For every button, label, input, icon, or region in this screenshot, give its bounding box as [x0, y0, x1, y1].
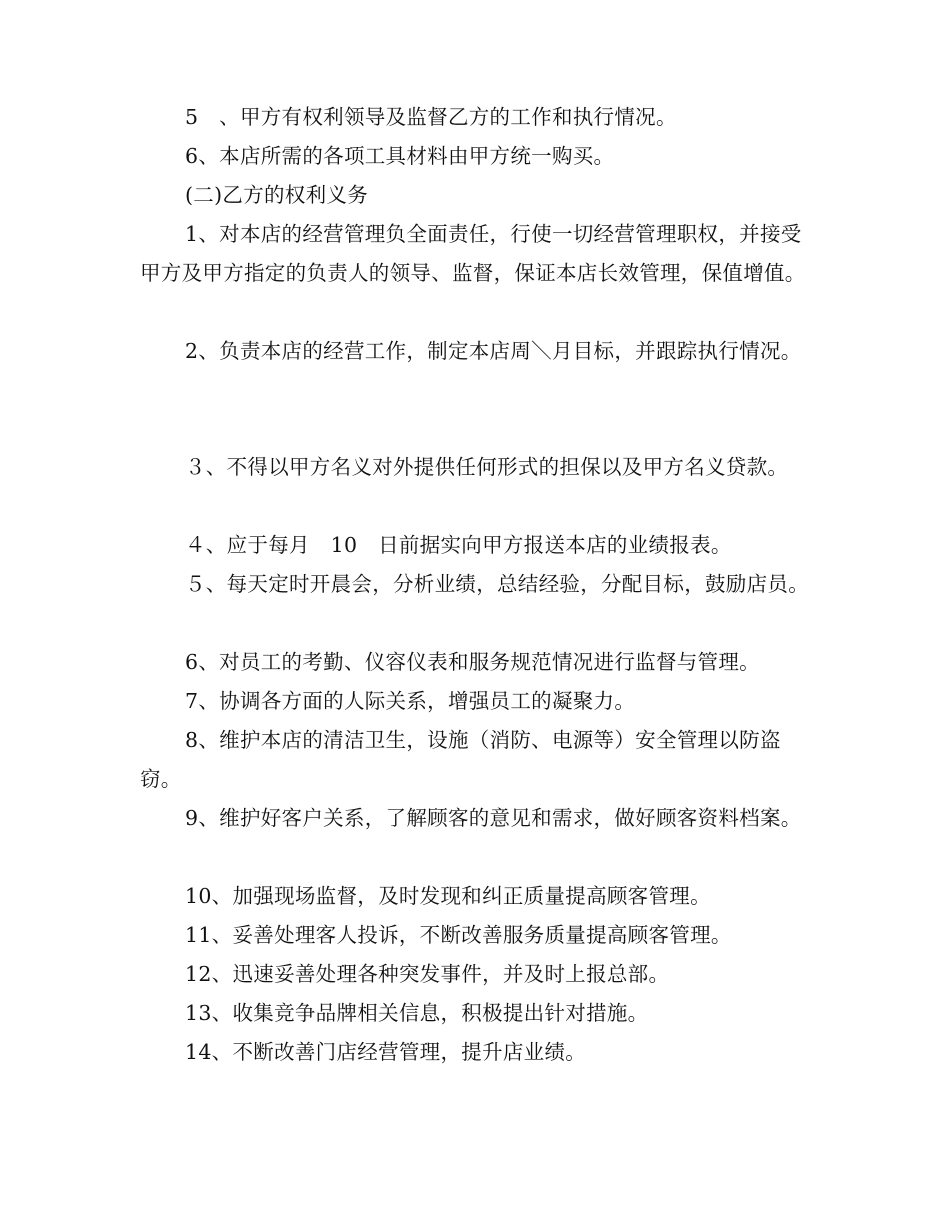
- paragraph-6-party-a: 6、本店所需的各项工具材料由甲方统一购买。: [185, 144, 615, 168]
- paragraph-4-party-b: ４、应于每月 10 日前据实向甲方报送本店的业绩报表。: [185, 533, 732, 557]
- paragraph-11-party-b: 11、妥善处理客人投诉，不断改善服务质量提高顾客管理。: [185, 923, 732, 947]
- paragraph-10-party-b: 10、加强现场监督，及时发现和纠正质量提高顾客管理。: [185, 884, 711, 908]
- paragraph-12-party-b: 12、迅速妥善处理各种突发事件，并及时上报总部。: [185, 962, 670, 986]
- section-heading-party-b: (二)乙方的权利义务: [185, 183, 368, 207]
- paragraph-14-party-b: 14、不断改善门店经营管理，提升店业绩。: [185, 1040, 587, 1064]
- paragraph-5-party-b: ５、每天定时开晨会，分析业绩，总结经验，分配目标，鼓励店员。: [185, 572, 809, 596]
- paragraph-8-party-b: 8、维护本店的清洁卫生，设施（消防、电源等）安全管理以防盗窃。: [140, 728, 781, 791]
- paragraph-6-party-b: 6、对员工的考勤、仪容仪表和服务规范情况进行监督与管理。: [185, 650, 760, 674]
- paragraph-7-party-b: 7、协调各方面的人际关系，增强员工的凝聚力。: [185, 689, 636, 713]
- paragraph-3-party-b: ３、不得以甲方名义对外提供任何形式的担保以及甲方名义贷款。: [185, 455, 789, 479]
- paragraph-1-party-b: 1、对本店的经营管理负全面责任，行使一切经营管理职权，并接受甲方及甲方指定的负责人的领导、监督，保证本店长效管理，保值增值。: [140, 222, 806, 285]
- paragraph-13-party-b: 13、收集竞争品牌相关信息，积极提出针对措施。: [185, 1001, 649, 1025]
- paragraph-9-party-b: 9、维护好客户关系，了解顾客的意见和需求，做好顾客资料档案。: [185, 806, 802, 830]
- paragraph-5-party-a: 5 、甲方有权利领导及监督乙方的工作和执行情况。: [185, 105, 677, 129]
- paragraph-2-party-b: 2、负责本店的经营工作，制定本店周＼月目标，并跟踪执行情况。: [185, 339, 802, 363]
